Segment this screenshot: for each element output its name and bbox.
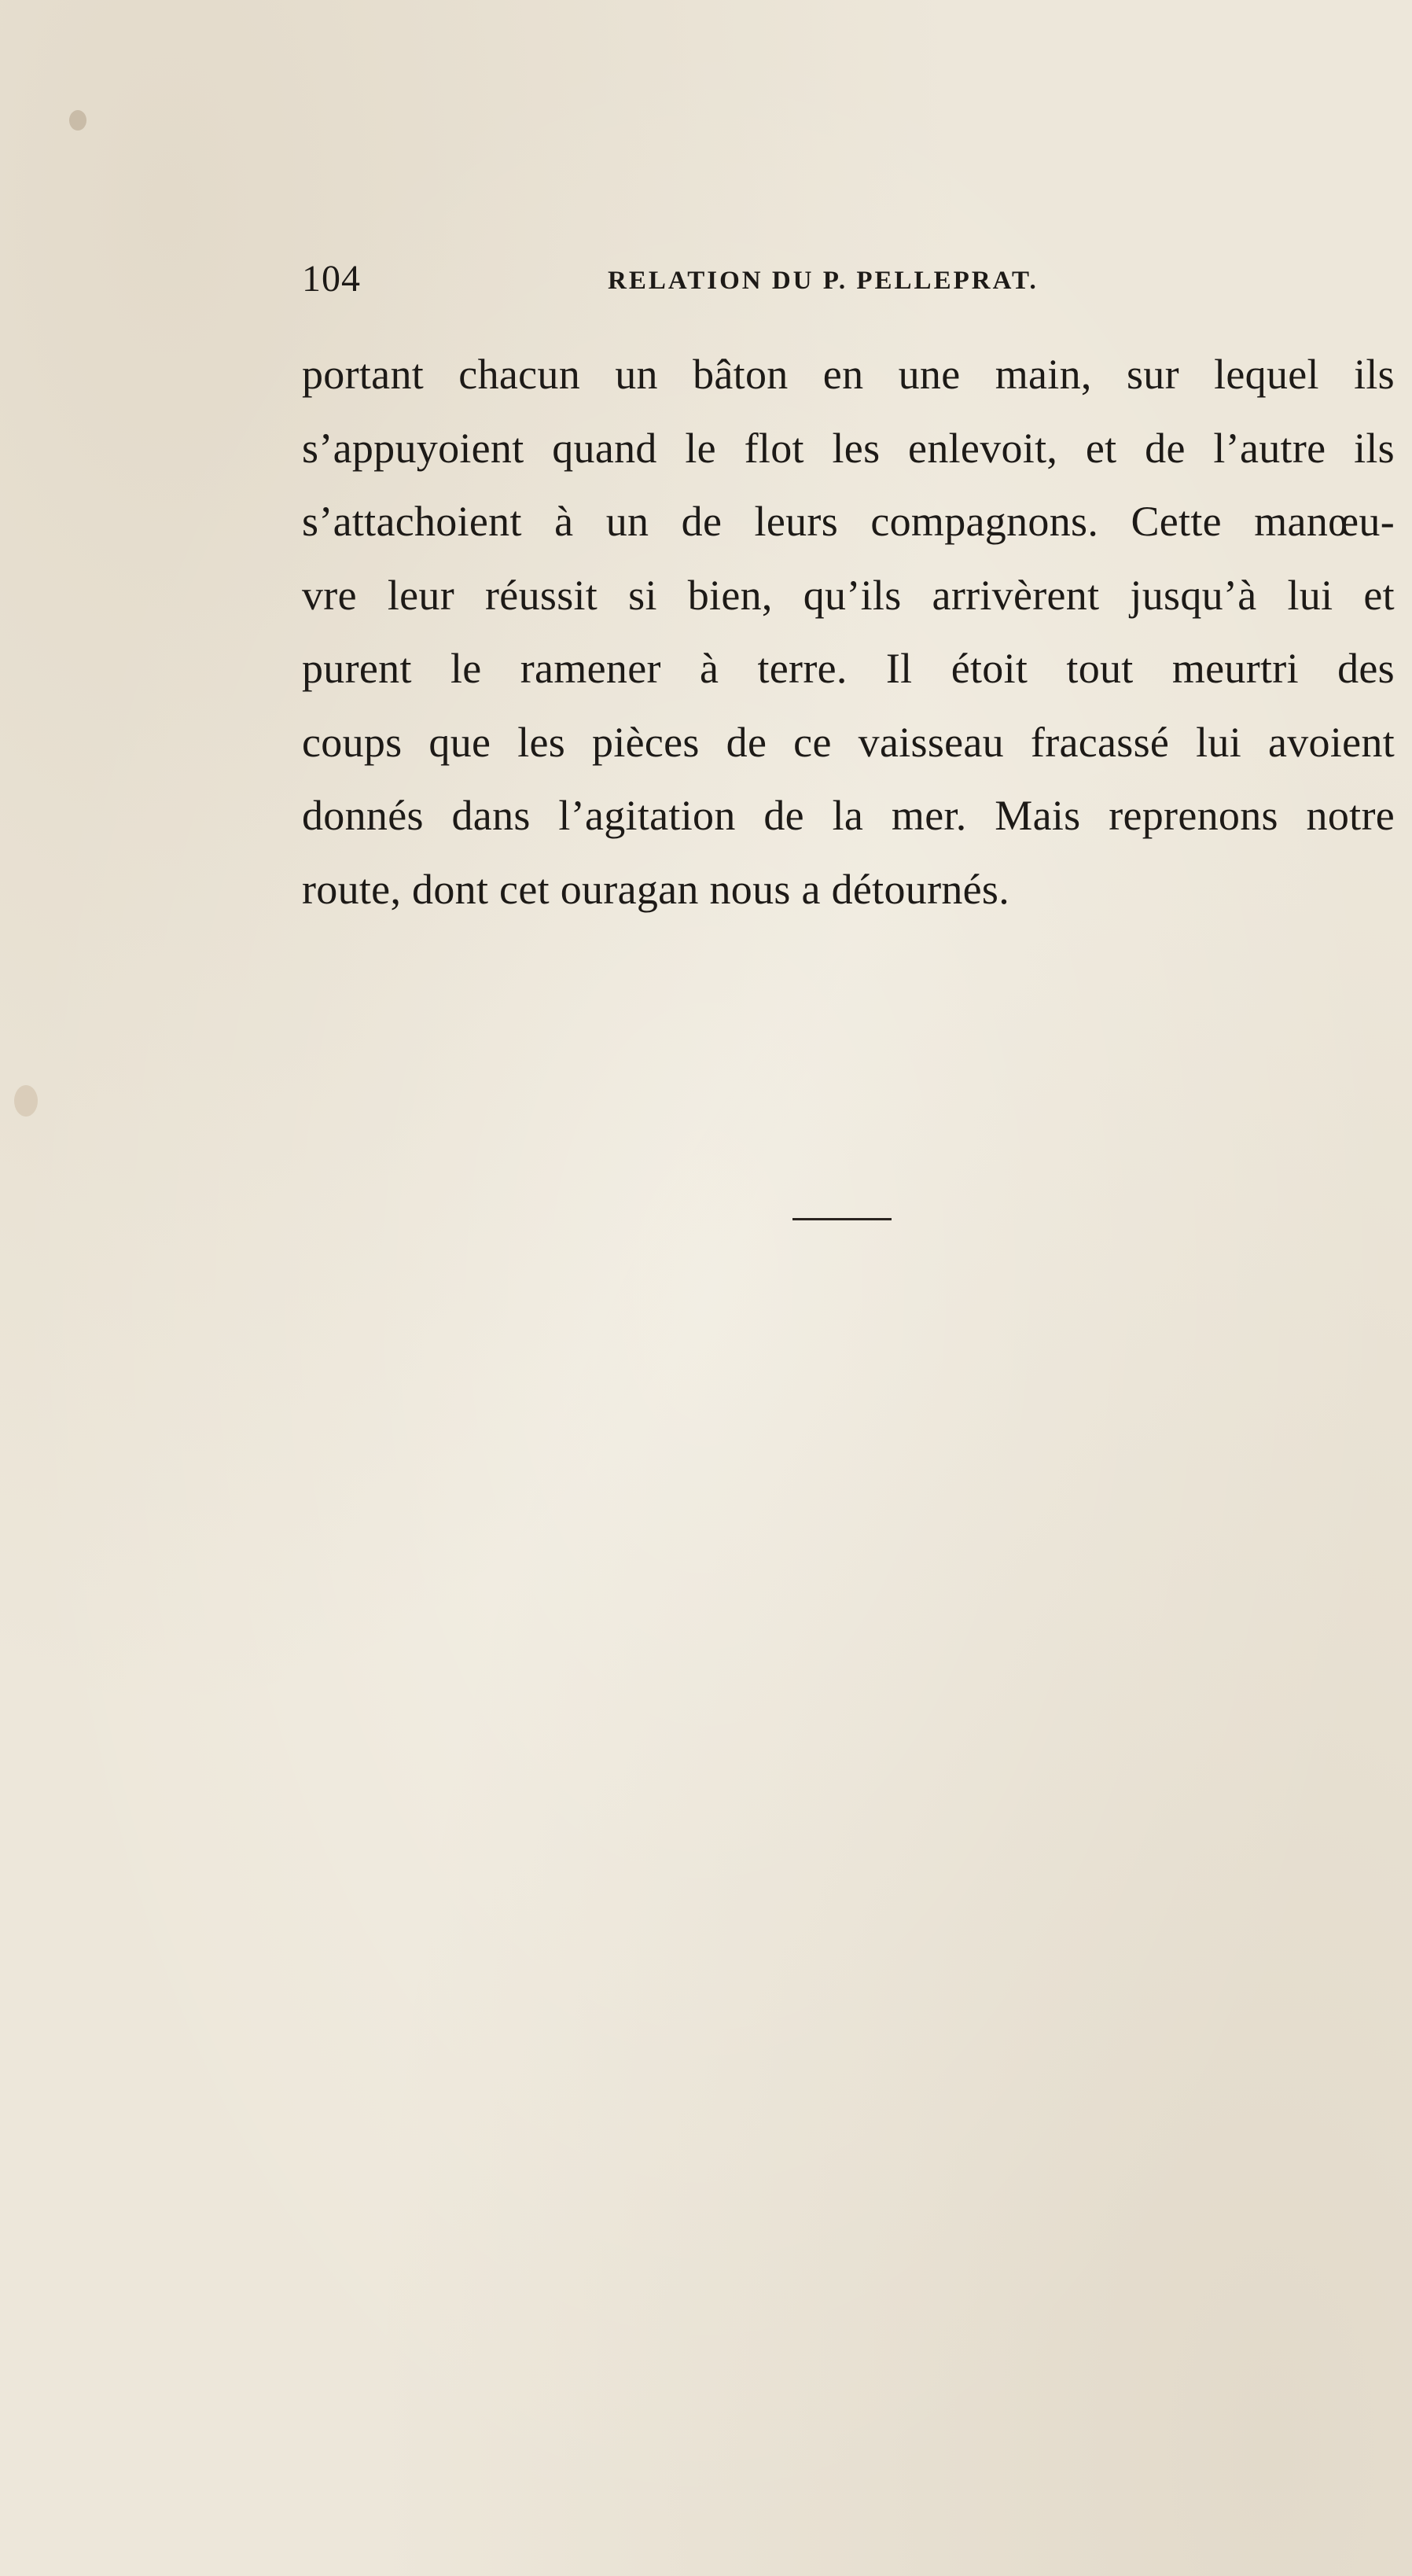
text-line: route, dont cet ouragan nous a détournés.	[302, 865, 1010, 913]
page-header	[302, 256, 1098, 303]
text-line: purent le ramener à terre. Il étoit tout meurtri des	[302, 645, 1395, 692]
text-line: portant chacun un bâton en une main, sur lequel ils	[302, 351, 1395, 398]
paper-stain	[14, 1085, 38, 1117]
text-line: vre leur réussit si bien, qu’ils arrivèrent jusqu’à lui et	[302, 571, 1395, 619]
text-line: s’appuyoient quand le flot les enlevoit, et de l’autre ils	[302, 424, 1395, 472]
body-paragraph	[302, 338, 1395, 926]
paper-stain	[69, 110, 86, 131]
section-divider	[792, 1218, 892, 1220]
page-number: 104	[302, 258, 361, 300]
text-line: coups que les pièces de ce vaisseau fracassé lui avoient	[302, 718, 1395, 766]
running-head: RELATION DU P. PELLEPRAT.	[608, 267, 1039, 295]
text-line: s’attachoient à un de leurs compagnons. Cette manœu-	[302, 498, 1395, 545]
text-line: donnés dans l’agitation de la mer. Mais reprenons notre	[302, 792, 1395, 839]
